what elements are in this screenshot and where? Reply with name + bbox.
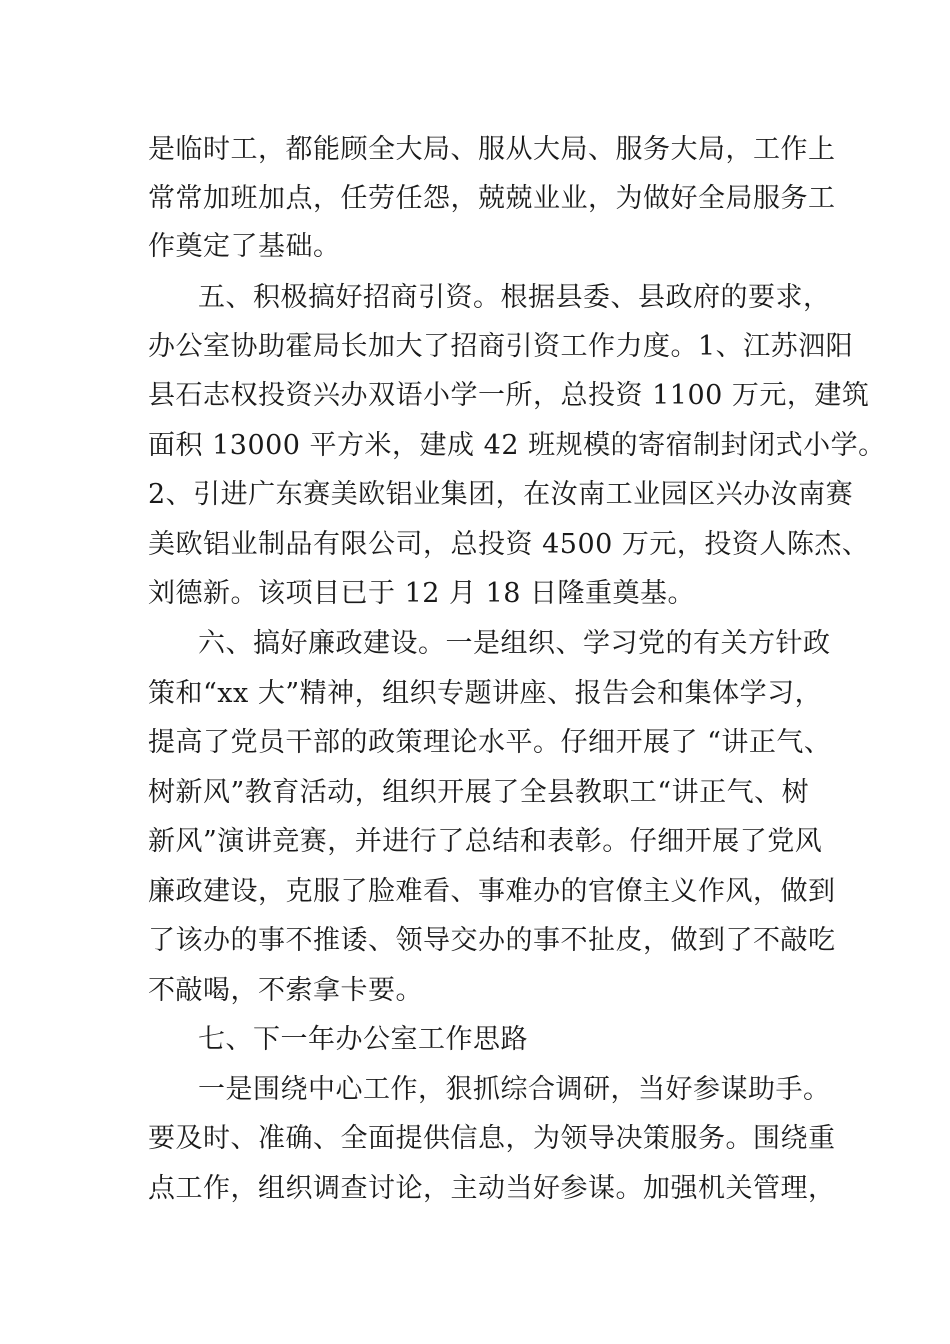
text-line: 是临时工，都能顾全大局、服从大局、服务大局，工作上 [148,134,836,165]
section-heading-line: 五、积极搞好招商引资。根据县委、县政府的要求， [198,282,831,313]
text-line: 一是围绕中心工作，狠抓综合调研，当好参谋助手。 [198,1074,831,1105]
text-line: 不敲喝，不索拿卡要。 [148,975,423,1006]
text-line: 县石志权投资兴办双语小学一所，总投资 1100 万元，建筑 [148,380,870,411]
text-line: 点工作，组织调查讨论，主动当好参谋。加强机关管理， [148,1173,836,1204]
text-line: 了该办的事不推诿、领导交办的事不扯皮，做到了不敲吃 [148,925,836,956]
text-line: 美欧铝业制品有限公司，总投资 4500 万元，投资人陈杰、 [148,529,870,560]
text-line: 2、引进广东赛美欧铝业集团，在汝南工业园区兴办汝南赛 [148,479,854,510]
text-line: 要及时、准确、全面提供信息，为领导决策服务。围绕重 [148,1123,836,1154]
text-line: 刘德新。该项目已于 12 月 18 日隆重奠基。 [148,578,696,609]
text-line: 新风”演讲竞赛，并进行了总结和表彰。仔细开展了党风 [148,826,823,857]
text-line: 面积 13000 平方米，建成 42 班规模的寄宿制封闭式小学。 [148,430,886,461]
text-line: 办公室协助霍局长加大了招商引资工作力度。1、江苏泗阳 [148,331,854,362]
section-heading-line: 七、下一年办公室工作思路 [198,1024,528,1055]
text-line: 树新风”教育活动，组织开展了全县教职工“讲正气、树 [148,777,810,808]
text-line: 作奠定了基础。 [148,231,341,262]
text-line: 策和“xx 大”精神，组织专题讲座、报告会和集体学习， [148,678,823,709]
section-heading-line: 六、搞好廉政建设。一是组织、学习党的有关方针政 [198,628,831,659]
text-line: 提高了党员干部的政策理论水平。仔细开展了 “讲正气、 [148,727,832,758]
text-line: 廉政建设，克服了脸难看、事难办的官僚主义作风，做到 [148,876,836,907]
text-line: 常常加班加点，任劳任怨，兢兢业业，为做好全局服务工 [148,183,836,214]
